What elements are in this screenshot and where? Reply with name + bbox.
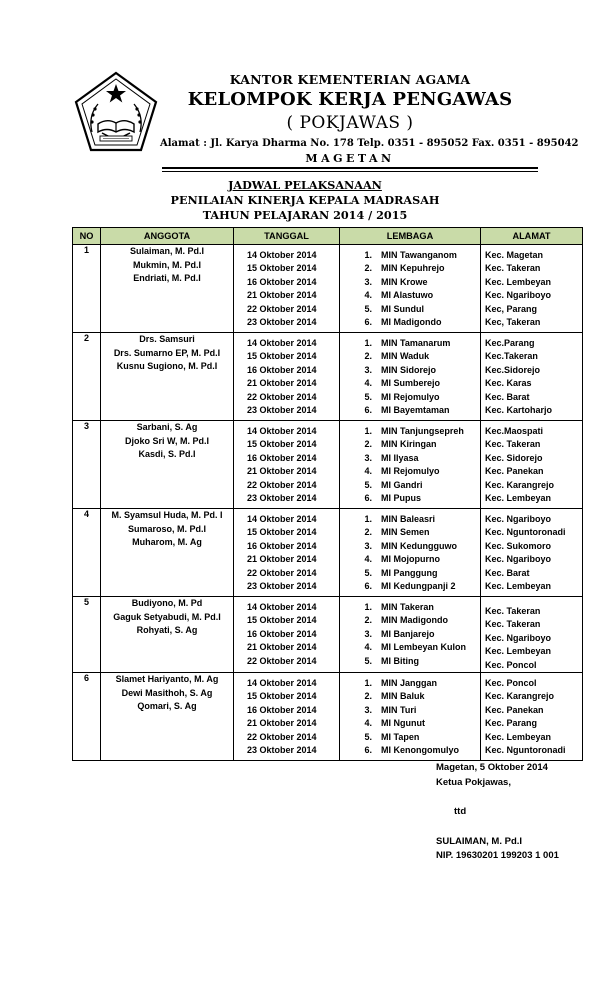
address-value: Kec.Sidorejo xyxy=(485,364,541,375)
institution-name: MIN Kepuhrejo xyxy=(381,263,445,273)
member-name: Sarbani, S. Ag xyxy=(136,422,198,432)
cell-lembaga xyxy=(340,421,481,509)
table-row xyxy=(73,597,583,673)
institution-item xyxy=(340,540,480,554)
cell-lembaga xyxy=(340,597,481,673)
institution-item xyxy=(340,601,480,615)
address-value: Kec. Karas xyxy=(485,378,532,388)
institution-name: MIN Semen xyxy=(381,527,430,537)
date-value: 23 Oktober 2014 xyxy=(247,745,317,755)
cell-anggota xyxy=(101,673,234,761)
header-tanggal: TANGGAL xyxy=(234,228,340,245)
address-value: Kec. Ngariboyo xyxy=(485,554,552,564)
institution-item xyxy=(340,249,480,263)
institution-name: MI Ilyasa xyxy=(381,452,419,463)
date-value: 23 Oktober 2014 xyxy=(247,493,317,503)
address-value: Kec.Parang xyxy=(485,337,535,348)
cell-tanggal xyxy=(234,597,340,673)
institution-item xyxy=(340,731,480,745)
institution-item xyxy=(340,262,480,276)
institution-item xyxy=(340,655,480,669)
date-value: 22 Oktober 2014 xyxy=(247,655,317,666)
institution-name: MIN Tawanganom xyxy=(381,249,457,260)
member-name: Drs. Samsuri xyxy=(139,334,195,344)
cell-no: 4 xyxy=(73,509,101,597)
header-lembaga: LEMBAGA xyxy=(340,228,481,245)
date-value: 21 Oktober 2014 xyxy=(247,290,317,300)
cell-no: 6 xyxy=(73,673,101,761)
header-anggota: ANGGOTA xyxy=(101,228,234,245)
table-row xyxy=(73,673,583,761)
institution-item xyxy=(340,465,480,479)
institution-item xyxy=(340,690,480,704)
cell-lembaga xyxy=(340,509,481,597)
address-value: Kec. Poncol xyxy=(485,659,537,670)
institution-item xyxy=(340,717,480,731)
institution-item xyxy=(340,316,480,330)
cell-lembaga xyxy=(340,245,481,333)
office-address: Alamat : Jl. Karya Dharma No. 178 Telp. 0351 - 895052 Fax. 0351 - 895042 xyxy=(160,138,579,149)
cell-tanggal xyxy=(234,245,340,333)
date-value: 14 Oktober 2014 xyxy=(247,337,317,348)
date-value: 14 Oktober 2014 xyxy=(247,249,317,260)
signature-nip: NIP. 19630201 199203 1 001 xyxy=(436,850,559,861)
address-value: Kec. Ngariboyo xyxy=(485,632,552,643)
address-value: Kec. Lembeyan xyxy=(485,276,552,287)
member-name: Djoko Sri W, M. Pd.I xyxy=(124,435,209,446)
schedule-table-body xyxy=(73,245,583,761)
date-value: 21 Oktober 2014 xyxy=(247,642,317,652)
address-value: Kec. Panekan xyxy=(485,704,544,715)
institution-number: 2. xyxy=(364,691,372,701)
date-value: 21 Oktober 2014 xyxy=(247,554,317,564)
kemenag-logo-icon xyxy=(72,70,160,158)
date-value: 16 Oktober 2014 xyxy=(247,540,317,551)
address-value: Kec. Takeran xyxy=(485,439,541,449)
cell-tanggal xyxy=(234,333,340,421)
address-value: Kec. Ngariboyo xyxy=(485,290,552,300)
member-name: Gaguk Setyabudi, M. Pd.I xyxy=(113,611,221,622)
institution-number: 3. xyxy=(364,540,372,551)
signature-place-date: Magetan, 5 Oktober 2014 xyxy=(436,762,548,773)
cell-no: 3 xyxy=(73,421,101,509)
institution-name: MI Rejomulyo xyxy=(381,391,440,402)
institution-number: 2. xyxy=(364,439,372,449)
institution-name: MIN Sidorejo xyxy=(381,364,437,375)
address-value: Kec. Lembeyan xyxy=(485,581,552,591)
institution-name: MI Gandri xyxy=(381,479,423,490)
group-abbreviation: ( POKJAWAS ) xyxy=(286,113,414,133)
institution-item xyxy=(340,438,480,452)
institution-item xyxy=(340,567,480,581)
letterhead-rule-thick xyxy=(162,167,538,169)
date-value: 22 Oktober 2014 xyxy=(247,731,317,742)
office-name: KANTOR KEMENTERIAN AGAMA xyxy=(229,72,471,87)
institution-number: 6. xyxy=(364,317,372,327)
cell-tanggal xyxy=(234,421,340,509)
institution-number: 4. xyxy=(364,642,372,652)
cell-anggota xyxy=(101,509,234,597)
member-name: Budiyono, M. Pd xyxy=(131,598,203,608)
table-row xyxy=(73,245,583,333)
institution-number: 3. xyxy=(364,364,372,375)
institution-number: 3. xyxy=(364,628,372,639)
institution-number: 2. xyxy=(364,351,372,361)
date-value: 15 Oktober 2014 xyxy=(247,263,317,273)
date-value: 23 Oktober 2014 xyxy=(247,581,317,591)
institution-number: 5. xyxy=(364,391,372,402)
institution-item xyxy=(340,614,480,628)
institution-name: MI Kedungpanji 2 xyxy=(381,581,456,591)
institution-item xyxy=(340,553,480,567)
address-value: Kec. Barat xyxy=(485,391,530,402)
date-value: 15 Oktober 2014 xyxy=(247,615,317,625)
institution-item xyxy=(340,677,480,691)
date-value: 15 Oktober 2014 xyxy=(247,691,317,701)
institution-name: MIN Turi xyxy=(381,704,417,715)
institution-name: MI Rejomulyo xyxy=(381,466,440,476)
institution-item xyxy=(340,580,480,594)
address-value: Kec. Barat xyxy=(485,567,530,578)
institution-name: MIN Kedungguwo xyxy=(381,540,457,551)
cell-alamat xyxy=(481,509,583,597)
member-name: Kasdi, S. Pd.I xyxy=(138,449,196,459)
cell-no: 5 xyxy=(73,597,101,673)
institution-number: 5. xyxy=(364,731,372,742)
institution-item xyxy=(340,526,480,540)
institution-name: MI Biting xyxy=(381,655,419,666)
institution-number: 5. xyxy=(364,567,372,578)
institution-item xyxy=(340,628,480,642)
date-value: 21 Oktober 2014 xyxy=(247,378,317,388)
member-name: Dewi Masithoh, S. Ag xyxy=(121,687,213,698)
address-value: Kec. Lembeyan xyxy=(485,493,552,503)
date-value: 16 Oktober 2014 xyxy=(247,704,317,715)
date-value: 15 Oktober 2014 xyxy=(247,439,317,449)
date-value: 16 Oktober 2014 xyxy=(247,628,317,639)
date-value: 22 Oktober 2014 xyxy=(247,479,317,490)
institution-number: 5. xyxy=(364,655,372,666)
address-value: Kec. Lembeyan xyxy=(485,731,552,742)
office-city: MAGETAN xyxy=(305,152,395,165)
institution-number: 1. xyxy=(364,337,372,348)
cell-anggota xyxy=(101,421,234,509)
institution-item xyxy=(340,303,480,317)
institution-item xyxy=(340,744,480,758)
cell-alamat xyxy=(481,597,583,673)
member-name: Sulaiman, M. Pd.I xyxy=(129,246,204,256)
institution-name: MI Panggung xyxy=(381,567,438,578)
date-value: 22 Oktober 2014 xyxy=(247,391,317,402)
institution-name: MIN Madigondo xyxy=(381,615,448,625)
table-header-row xyxy=(73,228,583,245)
institution-name: MI Kenongomulyo xyxy=(381,745,459,755)
institution-number: 4. xyxy=(364,290,372,300)
header-no: NO xyxy=(73,228,101,245)
institution-number: 4. xyxy=(364,466,372,476)
date-value: 16 Oktober 2014 xyxy=(247,276,317,287)
institution-number: 3. xyxy=(364,704,372,715)
institution-number: 4. xyxy=(364,554,372,564)
institution-number: 3. xyxy=(364,276,372,287)
institution-item xyxy=(340,364,480,378)
institution-name: MI Banjarejo xyxy=(381,628,435,639)
institution-name: MI Tapen xyxy=(381,731,420,742)
date-value: 21 Oktober 2014 xyxy=(247,466,317,476)
member-name: Qomari, S. Ag xyxy=(137,701,197,711)
member-name: Slamet Hariyanto, M. Ag xyxy=(115,674,219,684)
institution-name: MIN Krowe xyxy=(381,276,428,287)
member-name: Sumaroso, M. Pd.I xyxy=(127,523,206,534)
date-value: 23 Oktober 2014 xyxy=(247,317,317,327)
institution-name: MIN Baleasri xyxy=(381,513,436,524)
institution-name: MIN Tamanarum xyxy=(381,337,451,348)
document-year: TAHUN PELAJARAN 2014 / 2015 xyxy=(202,208,408,222)
date-value: 22 Oktober 2014 xyxy=(247,303,317,314)
institution-number: 3. xyxy=(364,452,372,463)
institution-item xyxy=(340,276,480,290)
institution-number: 1. xyxy=(364,677,372,688)
cell-anggota xyxy=(101,245,234,333)
institution-item xyxy=(340,641,480,655)
cell-alamat xyxy=(481,245,583,333)
institution-item xyxy=(340,289,480,303)
address-value: Kec. Parang xyxy=(485,718,538,728)
address-value: Kec. Takeran xyxy=(485,605,541,616)
institution-number: 1. xyxy=(364,249,372,260)
member-name: M. Syamsul Huda, M. Pd. I xyxy=(111,510,223,520)
table-row xyxy=(73,509,583,597)
address-value: Kec. Nguntoronadi xyxy=(485,745,566,755)
institution-item xyxy=(340,404,480,418)
institution-number: 1. xyxy=(364,513,372,524)
address-value: Kec. Ngariboyo xyxy=(485,513,552,524)
institution-name: MI Madigondo xyxy=(381,317,442,327)
address-value: Kec.Takeran xyxy=(485,351,538,361)
member-name: Rohyati, S. Ag xyxy=(136,625,198,635)
cell-anggota xyxy=(101,333,234,421)
institution-number: 2. xyxy=(364,527,372,537)
date-value: 14 Oktober 2014 xyxy=(247,677,317,688)
address-value: Kec.Maospati xyxy=(485,425,544,436)
institution-number: 2. xyxy=(364,615,372,625)
cell-anggota xyxy=(101,597,234,673)
member-name: Endriati, M. Pd.I xyxy=(133,273,201,283)
document-title: JADWAL PELAKSANAAN xyxy=(228,178,382,192)
table-row xyxy=(73,421,583,509)
institution-name: MIN Waduk xyxy=(381,351,430,361)
institution-name: MI Ngunut xyxy=(381,718,425,728)
cell-tanggal xyxy=(234,673,340,761)
address-value: Kec, Takeran xyxy=(485,317,541,327)
signature-ttd: ttd xyxy=(454,806,467,817)
cell-lembaga xyxy=(340,673,481,761)
institution-number: 6. xyxy=(364,581,372,591)
institution-item xyxy=(340,492,480,506)
schedule-table xyxy=(72,227,583,761)
institution-item xyxy=(340,704,480,718)
institution-item xyxy=(340,452,480,466)
address-value: Kec. Lembeyan xyxy=(485,646,552,656)
institution-number: 5. xyxy=(364,479,372,490)
date-value: 14 Oktober 2014 xyxy=(247,513,317,524)
date-value: 15 Oktober 2014 xyxy=(247,527,317,537)
table-row xyxy=(73,333,583,421)
institution-number: 1. xyxy=(364,601,372,612)
address-value: Kec. Takeran xyxy=(485,263,541,273)
date-value: 21 Oktober 2014 xyxy=(247,718,317,728)
address-value: Kec. Takeran xyxy=(485,619,541,629)
institution-number: 4. xyxy=(364,378,372,388)
member-name: Mukmin, M. Pd.I xyxy=(132,259,201,270)
signature-name: SULAIMAN, M. Pd.I xyxy=(436,836,523,847)
institution-name: MIN Takeran xyxy=(381,601,434,612)
institution-name: MI Pupus xyxy=(381,493,421,503)
date-value: 22 Oktober 2014 xyxy=(247,567,317,578)
institution-item xyxy=(340,337,480,351)
date-value: 23 Oktober 2014 xyxy=(247,405,317,415)
address-value: Kec. Kartoharjo xyxy=(485,405,553,415)
institution-item xyxy=(340,391,480,405)
institution-name: MI Lembeyan Kulon xyxy=(381,642,467,652)
cell-alamat xyxy=(481,421,583,509)
date-value: 16 Oktober 2014 xyxy=(247,364,317,375)
institution-name: MI Sundul xyxy=(381,303,424,314)
cell-tanggal xyxy=(234,509,340,597)
cell-alamat xyxy=(481,333,583,421)
cell-lembaga xyxy=(340,333,481,421)
institution-number: 4. xyxy=(364,718,372,728)
document-subtitle: PENILAIAN KINERJA KEPALA MADRASAH xyxy=(170,193,440,207)
address-value: Kec. Sidorejo xyxy=(485,452,543,463)
address-value: Kec. Karangrejo xyxy=(485,479,555,490)
member-name: Kusnu Sugiono, M. Pd.I xyxy=(116,361,218,371)
member-name: Drs. Sumarno EP, M. Pd.I xyxy=(113,347,221,358)
institution-name: MIN Janggan xyxy=(381,677,438,688)
address-value: Kec. Panekan xyxy=(485,466,544,476)
address-value: Kec. Sukomoro xyxy=(485,540,552,551)
date-value: 15 Oktober 2014 xyxy=(247,351,317,361)
institution-item xyxy=(340,350,480,364)
address-value: Kec. Magetan xyxy=(485,249,544,260)
address-value: Kec, Parang xyxy=(485,303,538,314)
date-value: 14 Oktober 2014 xyxy=(247,601,317,612)
address-value: Kec. Poncol xyxy=(485,677,537,688)
institution-item xyxy=(340,377,480,391)
address-value: Kec. Karangrejo xyxy=(485,691,555,701)
signature-role: Ketua Pokjawas, xyxy=(436,777,511,788)
institution-item xyxy=(340,513,480,527)
group-name: KELOMPOK KERJA PENGAWAS xyxy=(187,89,513,110)
institution-number: 2. xyxy=(364,263,372,273)
institution-name: MI Sumberejo xyxy=(381,378,441,388)
date-value: 14 Oktober 2014 xyxy=(247,425,317,436)
institution-item xyxy=(340,425,480,439)
institution-name: MI Mojopurno xyxy=(381,554,440,564)
date-value: 16 Oktober 2014 xyxy=(247,452,317,463)
institution-item xyxy=(340,479,480,493)
institution-name: MIN Baluk xyxy=(381,691,425,701)
institution-name: MIN Kiringan xyxy=(381,439,437,449)
institution-number: 6. xyxy=(364,745,372,755)
institution-number: 5. xyxy=(364,303,372,314)
letterhead-rule-thin xyxy=(162,171,538,172)
institution-number: 6. xyxy=(364,493,372,503)
institution-number: 1. xyxy=(364,425,372,436)
institution-number: 6. xyxy=(364,405,372,415)
address-value: Kec. Nguntoronadi xyxy=(485,527,566,537)
cell-no: 1 xyxy=(73,245,101,333)
institution-name: MI Bayemtaman xyxy=(381,405,450,415)
institution-name: MI Alastuwo xyxy=(381,290,434,300)
institution-name: MIN Tanjungsepreh xyxy=(381,425,464,436)
member-name: Muharom, M. Ag xyxy=(132,537,202,547)
cell-alamat xyxy=(481,673,583,761)
header-alamat: ALAMAT xyxy=(481,228,583,245)
cell-no: 2 xyxy=(73,333,101,421)
